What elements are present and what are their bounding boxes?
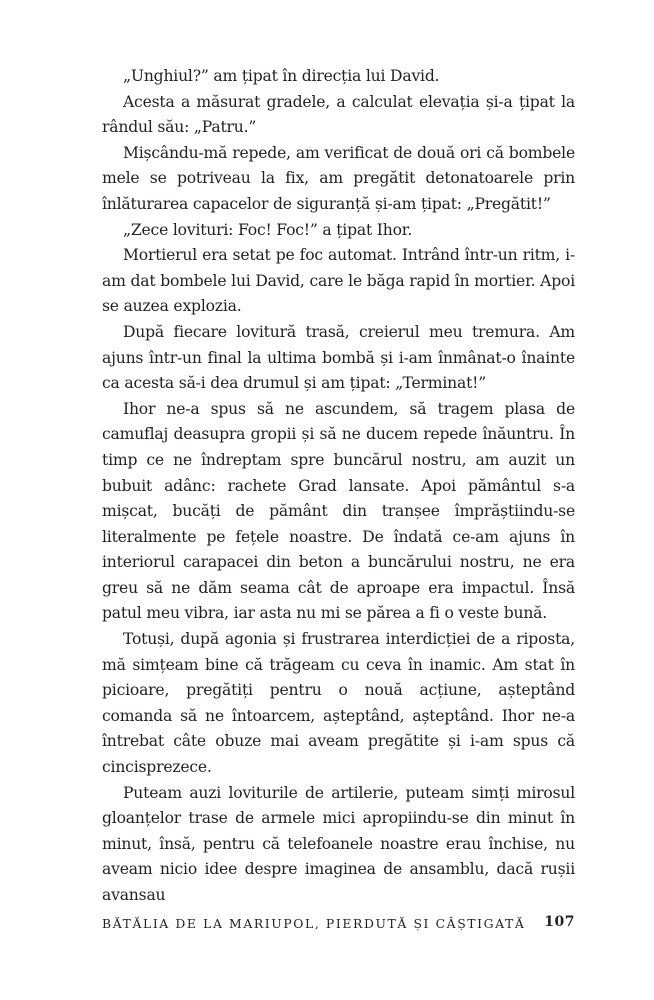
paragraph: Acesta a măsurat gradele, a calculat elevația și-a țipat la rândul său: „Patru.” — [102, 92, 575, 137]
paragraph: „Unghiul?” am țipat în direcția lui David. — [123, 67, 440, 85]
body-text — [102, 64, 575, 909]
paragraph: Ihor ne-a spus să ne ascundem, să tragem plasa de camuflaj deasupra gropii și să ne ducem repede înăuntru. În timp ce ne îndreptam spre buncărul nostru, am auzit un bubuit adânc: rachete Grad lansate. Apoi pământul s-a mișcat, bucăți de pământ din tranșee împrăștiindu-se literalmente pe fețele noastre. De îndată ce-am ajuns în interiorul carapacei din beton a buncărului nostru, ne era greu să ne dăm seama cât de aproape era impactul. Însă patul meu vibra, iar asta nu mi se părea a fi o veste bună. — [102, 399, 575, 623]
page-footer — [102, 914, 575, 938]
paragraph: Puteam auzi loviturile de artilerie, puteam simți mirosul gloanțelor trase de armele mici apropiindu-se din minut în minut, însă, pentru că telefoanele noastre erau închise, nu aveam nicio idee despre imaginea de ansamblu, dacă rușii avansau — [102, 783, 575, 904]
paragraph: Mortierul era setat pe foc automat. Intrând într-un ritm, i-am dat bombele lui David, care le băga rapid în mortier. Apoi se auzea explozia. — [102, 246, 575, 316]
paragraph: „Zece lovituri: Foc! Foc!” a țipat Ihor. — [123, 220, 413, 239]
running-title: BĂTĂLIA DE LA MARIUPOL, PIERDUTĂ ȘI CÂȘTIGATĂ — [102, 916, 526, 931]
paragraph: Mișcându-mă repede, am verificat de două ori că bombele mele se potriveau la fix, am pregătit detonatoarele prin înlăturarea capacelor de siguranță și-am țipat: „Pregătit!” — [102, 143, 575, 213]
paragraph: După fiecare lovitură trasă, creierul meu tremura. Am ajuns într-un final la ultima bombă și i-am înmânat-o înainte ca acesta să-i dea drumul și am țipat: „Terminat!” — [102, 322, 575, 393]
page-number: 107 — [544, 914, 575, 930]
paragraph: Totuși, după agonia și frustrarea interdicției de a riposta, mă simțeam bine că trăgeam cu ceva în inamic. Am stat în picioare, pregătiți pentru o nouă acțiune, așteptând comanda să ne întoarcem, așteptând, așteptând. Ihor ne-a întrebat câte obuze mai aveam pregătite și i-am spus că cincisprezece. — [102, 630, 575, 777]
